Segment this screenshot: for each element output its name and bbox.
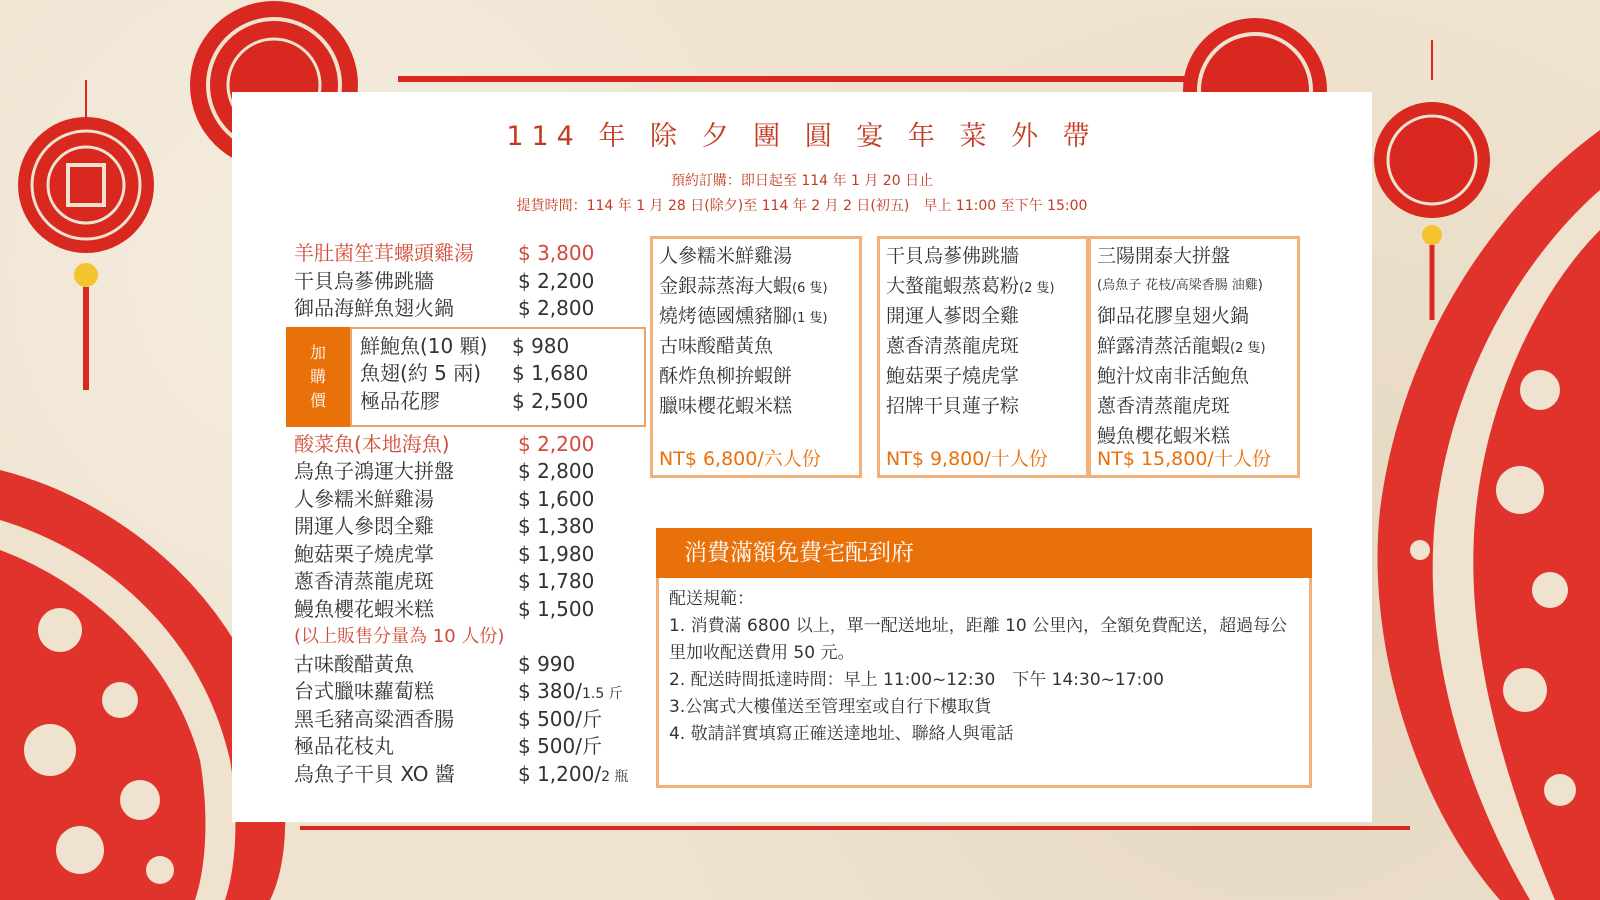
- menu-item: 鮑菇栗子燒虎掌 $ 1,980: [294, 541, 595, 566]
- delivery-rule: 3.公寓式大樓僅送至管理室或自行下樓取貨: [669, 697, 992, 717]
- set-price: NT$ 9,800/十人份: [886, 448, 1048, 470]
- addon-item: 鮮鮑魚(10 顆) $ 980: [360, 333, 570, 358]
- menu-item: 烏魚子干貝 XO 醬 $ 1,200/2 瓶: [294, 761, 629, 786]
- booking-period: 預約訂購：即日起至 114 年 1 月 20 日止: [670, 173, 934, 189]
- set-item: 鮑菇栗子燒虎掌: [886, 365, 1020, 387]
- set-item: 干貝烏蔘佛跳牆: [886, 245, 1020, 267]
- set-item: 三陽開泰大拼盤: [1097, 245, 1231, 267]
- set-item: 蔥香清蒸龍虎斑: [1097, 395, 1231, 417]
- serving-note: (以上販售分量為 10 人份): [294, 626, 505, 647]
- set-menu-ten-b: [1088, 236, 1300, 478]
- set-menu-six: [650, 236, 862, 478]
- menu-item: 烏魚子鴻運大拼盤 $ 2,800: [294, 459, 595, 483]
- set-item: 人參糯米鮮雞湯: [659, 245, 793, 267]
- set-price: NT$ 15,800/十人份: [1097, 448, 1271, 470]
- menu-item: 鰻魚櫻花蝦米糕 $ 1,500: [294, 596, 595, 621]
- set-item: 鮮露清蒸活龍蝦(2 隻): [1097, 335, 1266, 357]
- set-item: 蔥香清蒸龍虎斑: [886, 335, 1020, 357]
- set-item: 開運人蔘悶全雞: [886, 305, 1020, 327]
- set-item: 金銀蒜蒸海大蝦(6 隻): [659, 275, 828, 297]
- set-item: 招牌干貝蓮子粽: [886, 395, 1020, 417]
- set-item: 古味酸醋黃魚: [659, 335, 774, 357]
- menu-item: 人參糯米鮮雞湯 $ 1,600: [294, 486, 595, 511]
- set-item: 鰻魚櫻花蝦米糕: [1097, 425, 1231, 447]
- set-item: 御品花膠皇翅火鍋: [1097, 305, 1250, 327]
- delivery-header: 消費滿額免費宅配到府: [656, 528, 1312, 578]
- bottom-red-rule: [300, 826, 1410, 830]
- delivery-rules-title: 配送規範：: [669, 589, 754, 609]
- addon-item: 極品花膠 $ 2,500: [360, 388, 589, 413]
- set-item: (烏魚子 花枝/高梁香腸 油雞): [1097, 278, 1263, 293]
- page-title: 114 年 除 夕 團 圓 宴 年 菜 外 帶: [506, 121, 1098, 152]
- a-la-carte-menu: [294, 240, 654, 788]
- set-item: 鮑汁炆南非活鮑魚: [1097, 365, 1250, 387]
- menu-item: 御品海鮮魚翅火鍋 $ 2,800: [294, 296, 595, 320]
- addon-tag: 加 購 價: [286, 327, 350, 427]
- menu-item: 羊肚菌笙茸螺頭雞湯 $ 3,800: [294, 241, 595, 265]
- set-price: NT$ 6,800/六人份: [659, 448, 821, 470]
- delivery-rule: 4. 敬請詳實填寫正確送達地址、聯絡人與電話: [669, 724, 1014, 744]
- addon-box: [350, 327, 646, 427]
- menu-card: [232, 92, 1372, 822]
- menu-item: 干貝烏蔘佛跳牆 $ 2,200: [294, 268, 595, 293]
- set-item: 大螯龍蝦蒸葛粉(2 隻): [886, 275, 1055, 297]
- set-item: 臘味櫻花蝦米糕: [659, 395, 793, 417]
- delivery-rule: 2. 配送時間抵達時間：早上 11:00~12:30 下午 14:30~17:00: [669, 670, 1164, 690]
- menu-item: 蔥香清蒸龍虎斑 $ 1,780: [294, 569, 595, 593]
- menu-item: 古味酸醋黃魚 $ 990: [294, 651, 576, 676]
- pickup-time: 提貨時間：114 年 1 月 28 日(除夕)至 114 年 2 月 2 日(初五) 早上 11:00 至下午 15:00: [516, 198, 1088, 214]
- menu-item: 酸菜魚(本地海魚) $ 2,200: [294, 431, 595, 456]
- delivery-rule: 1. 消費滿 6800 以上，單一配送地址，距離 10 公里內，全額免費配送，超過每公里加收配送費用 50 元。: [669, 616, 1288, 663]
- set-item: 燒烤德國燻豬腳(1 隻): [659, 305, 828, 327]
- menu-item: 台式臘味蘿蔔糕 $ 380/1.5 斤: [294, 679, 623, 703]
- addon-section: [286, 327, 656, 427]
- delivery-rules: [656, 578, 1312, 788]
- set-menu-ten-a: [877, 236, 1089, 478]
- addon-item: 魚翅(約 5 兩) $ 1,680: [360, 361, 589, 385]
- lantern-medallion-top-right-icon: [1180, 0, 1330, 100]
- set-item: 酥炸魚柳拚蝦餅: [659, 365, 793, 387]
- menu-item: 極品花枝丸 $ 500/斤: [294, 734, 602, 758]
- menu-item: 開運人參悶全雞 $ 1,380: [294, 514, 595, 538]
- lantern-medallion-right-icon: [1370, 40, 1500, 320]
- top-red-rule: [398, 76, 1192, 82]
- menu-item: 黑毛豬高粱酒香腸 $ 500/斤: [294, 706, 602, 731]
- lantern-medallion-left-icon: [16, 80, 166, 400]
